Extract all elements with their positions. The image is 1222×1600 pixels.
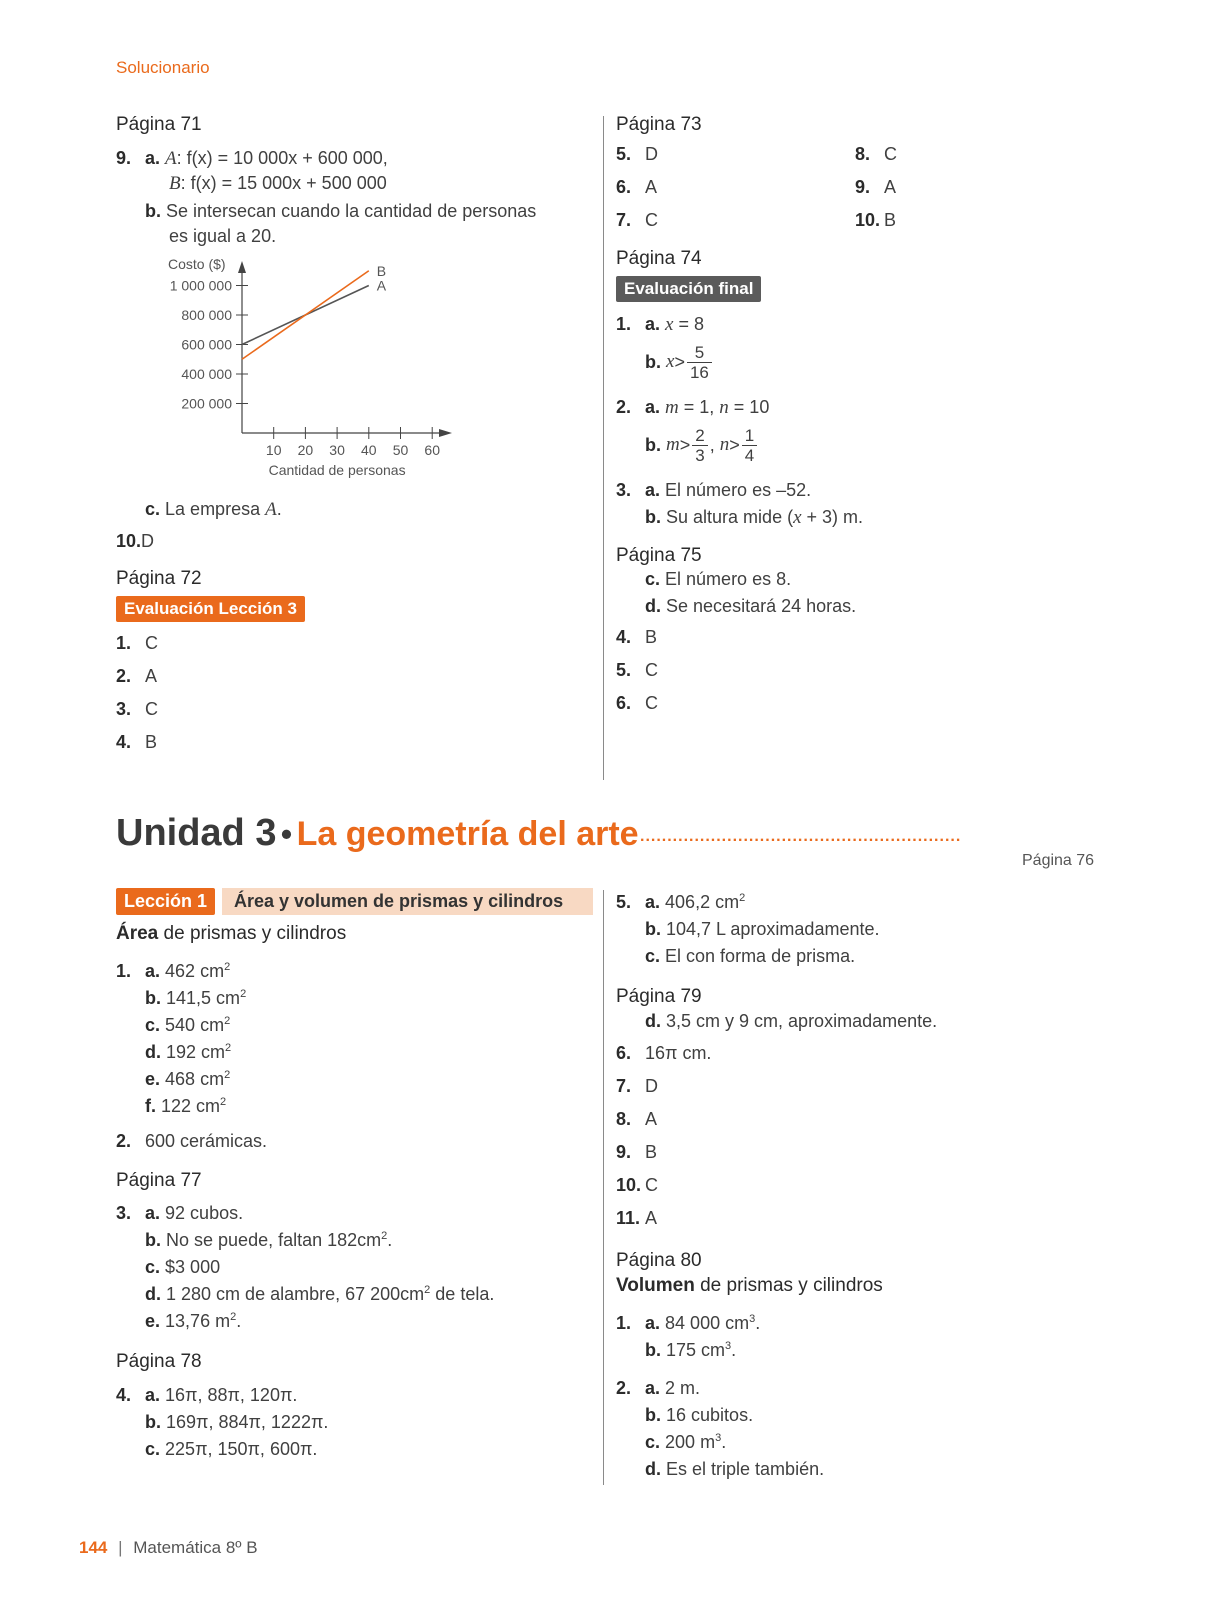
p73-item-number: 6. xyxy=(616,177,632,197)
volume-rest: de prismas y cilindros xyxy=(694,1275,883,1296)
p72-item xyxy=(116,731,157,753)
p79-item xyxy=(616,1108,657,1130)
p75-item-number: 6. xyxy=(616,693,632,713)
p77-q3-subitem-suffix: de tela. xyxy=(430,1284,495,1304)
y-tick-label: 600 000 xyxy=(181,336,232,353)
page-71-heading: Página 71 xyxy=(116,114,202,135)
p77-q3-subitem-exponent: 2 xyxy=(230,1311,237,1323)
p77-q3-subitem-text: No se puede, faltan 182cm xyxy=(166,1230,382,1250)
p74-q2-a-n: n xyxy=(719,397,729,418)
p73-item xyxy=(616,209,658,231)
p79-item-answer: 16π cm. xyxy=(645,1043,712,1063)
volume-q1-number: 1. xyxy=(616,1313,632,1333)
q9-b-text-1: Se intersecan cuando la cantidad de personas xyxy=(166,201,537,221)
p73-item xyxy=(855,176,896,198)
p76-q5-subitem-text: 104,7 L aproximadamente. xyxy=(666,919,880,939)
p79-item-number: 8. xyxy=(616,1109,632,1129)
p79-item xyxy=(616,1141,657,1163)
volume-q1-subitem-exponent: 3 xyxy=(749,1313,756,1325)
p77-q3-subitem-text: 13,76 m xyxy=(165,1311,231,1331)
unit-name: La geometría del arte xyxy=(296,815,639,853)
p75-d-text: Se necesitará 24 horas. xyxy=(666,596,857,616)
q9-c-company: A xyxy=(265,499,277,520)
q9-b xyxy=(145,200,536,222)
lesson-1-title: Área y volumen de prismas y cilindros xyxy=(222,888,593,915)
q9-c-dot: . xyxy=(276,499,282,519)
p74-q1-b-fraction xyxy=(687,343,712,382)
q9-c-letter: c. xyxy=(145,499,161,519)
area-section-heading xyxy=(116,923,346,945)
page-73-heading: Página 73 xyxy=(616,114,702,135)
unit-number: Unidad 3 xyxy=(116,812,277,854)
volume-q1-subitem-text: 175 cm xyxy=(666,1340,726,1360)
p72-item xyxy=(116,698,158,720)
volume-q2-subitem-text: Es el triple también. xyxy=(666,1459,825,1479)
area-q1-subitem-letter: d. xyxy=(145,1042,161,1062)
area-rest: de prismas y cilindros xyxy=(158,923,347,944)
volume-bold: Volumen xyxy=(616,1275,695,1296)
x-tick-label: 10 xyxy=(265,442,282,458)
p74-q1-a-var: x xyxy=(665,314,674,335)
volume-q2-subitem xyxy=(645,1458,824,1480)
area-q1-subitem xyxy=(145,987,246,1009)
p72-item-answer: C xyxy=(145,633,158,653)
q9-a-function-a: : f(x) = 10 000x + 600 000, xyxy=(176,148,388,168)
p77-q3-subitem-letter: a. xyxy=(145,1203,161,1223)
p72-item-number: 2. xyxy=(116,666,132,686)
volume-q1-subitem xyxy=(616,1312,760,1334)
p72-item-answer: C xyxy=(145,699,158,719)
p77-q3-subitem xyxy=(145,1229,392,1251)
p74-q2-b-fraction-1 xyxy=(692,426,707,465)
p78-q4-subitem xyxy=(145,1438,317,1460)
page-74-heading: Página 74 xyxy=(616,248,702,269)
p74-q2-b xyxy=(645,423,759,467)
q9-a xyxy=(116,147,388,170)
p79-item-number: 10. xyxy=(616,1175,642,1195)
p75-d-letter: d. xyxy=(645,596,661,616)
footer-page-number: 144 xyxy=(79,1538,108,1557)
area-bold: Área xyxy=(116,923,159,944)
q9-c xyxy=(145,498,282,521)
p73-item xyxy=(616,143,658,165)
p78-q4-subitem xyxy=(116,1384,297,1406)
p78-q4-subitem xyxy=(145,1411,328,1433)
p74-q2-a-mid: = 1, xyxy=(678,397,720,417)
y-tick-label: 400 000 xyxy=(181,366,232,382)
q9-a-function-b: : f(x) = 15 000x + 500 000 xyxy=(180,173,387,193)
p72-item-answer: B xyxy=(145,732,158,752)
p74-q3-b-pre: Su altura mide ( xyxy=(666,507,794,527)
p74-q1-a xyxy=(616,313,704,336)
p78-q4-subitem-text: 169π, 884π, 1222π. xyxy=(166,1412,329,1432)
volume-q1-subitem-suffix: . xyxy=(731,1340,737,1360)
p75-item-answer: B xyxy=(645,627,658,647)
area-q1-subitem-exponent: 2 xyxy=(220,1096,227,1108)
volume-q2-subitem-suffix: . xyxy=(721,1432,727,1452)
p76-q5-subitem-letter: b. xyxy=(645,919,661,939)
p75-c xyxy=(645,568,791,590)
p73-item-answer: B xyxy=(884,210,897,230)
p72-item-number: 1. xyxy=(116,633,132,653)
area-q1-subitem-text: 122 cm xyxy=(161,1096,221,1116)
evaluation-lesson-3-badge: Evaluación Lección 3 xyxy=(116,596,305,622)
column-divider-top xyxy=(603,116,604,780)
p79-item xyxy=(616,1207,657,1229)
x-tick-label: 50 xyxy=(392,442,409,458)
p79-item-number: 7. xyxy=(616,1076,632,1096)
area-q1-subitem-exponent: 2 xyxy=(240,988,247,1000)
p74-q1-a-letter: a. xyxy=(645,314,661,334)
cost-line-chart xyxy=(160,255,460,490)
q9-a-letter: a. xyxy=(145,148,161,168)
area-q1-subitem-text: 468 cm xyxy=(165,1069,225,1089)
p74-q3-b-letter: b. xyxy=(645,507,661,527)
area-q1-subitem xyxy=(145,1095,226,1117)
x-tick-label: 60 xyxy=(424,442,440,458)
p73-item xyxy=(855,209,896,231)
p74-q3-b-post: + 3) m. xyxy=(801,507,864,527)
p78-q4-subitem-text: 16π, 88π, 120π. xyxy=(165,1385,298,1405)
volume-q2-subitem xyxy=(616,1377,700,1399)
p76-q5-number: 5. xyxy=(616,892,632,912)
fraction-numerator: 1 xyxy=(742,426,757,446)
y-tick-label: 1 000 000 xyxy=(169,277,232,294)
volume-q1-subitem-exponent: 3 xyxy=(725,1340,732,1352)
volume-q2-subitem-letter: b. xyxy=(645,1405,661,1425)
series-line-b xyxy=(242,271,369,360)
p79-item-number: 11. xyxy=(616,1208,641,1228)
p74-q1-b-op: > xyxy=(674,352,685,372)
p74-q3-b-var: x xyxy=(793,507,802,528)
p74-q2-a-letter: a. xyxy=(645,397,661,417)
p78-q4-number: 4. xyxy=(116,1385,132,1405)
p74-q2-a-end: = 10 xyxy=(728,397,770,417)
p79-item xyxy=(616,1174,658,1196)
p74-q3-a-letter: a. xyxy=(645,480,661,500)
p77-q3-subitem xyxy=(116,1202,243,1224)
q10-number: 10. xyxy=(116,531,142,551)
p79-item-number: 9. xyxy=(616,1142,632,1162)
p77-q3-subitem-text: $3 000 xyxy=(165,1257,221,1277)
p78-q4-subitem-letter: b. xyxy=(145,1412,161,1432)
p77-q3-subitem xyxy=(145,1256,220,1278)
x-axis-label: Cantidad de personas xyxy=(268,462,406,478)
p73-item-answer: D xyxy=(645,144,658,164)
p79-item-answer: B xyxy=(645,1142,658,1162)
p74-q2-b-op2: > xyxy=(729,435,740,455)
area-q1-number: 1. xyxy=(116,961,132,981)
volume-q2-subitem-letter: c. xyxy=(645,1432,661,1452)
volume-q2-subitem-text: 16 cubitos. xyxy=(666,1405,754,1425)
p77-q3-subitem-letter: c. xyxy=(145,1257,161,1277)
area-q1-subitem-exponent: 2 xyxy=(224,961,231,973)
p77-q3-number: 3. xyxy=(116,1203,132,1223)
area-q1-subitem-exponent: 2 xyxy=(224,1015,231,1027)
unit-title xyxy=(116,812,639,855)
p75-c-text: El número es 8. xyxy=(665,569,792,589)
p74-q3-a-text: El número es –52. xyxy=(665,480,812,500)
p77-q3-subitem-suffix: . xyxy=(236,1311,242,1331)
page-80-heading: Página 80 xyxy=(616,1250,702,1271)
p74-q3-b xyxy=(645,506,863,529)
p73-item-number: 7. xyxy=(616,210,632,230)
p75-item-answer: C xyxy=(645,660,658,680)
q9-a-line2 xyxy=(169,172,387,195)
area-q1-subitem-exponent: 2 xyxy=(225,1042,232,1054)
p72-item xyxy=(116,632,158,654)
p75-item xyxy=(616,692,658,714)
series-label-b: B xyxy=(376,262,387,279)
p74-q2-b-letter: b. xyxy=(645,435,661,455)
volume-q2-subitem-letter: a. xyxy=(645,1378,661,1398)
area-q1-subitem xyxy=(145,1041,231,1063)
p73-item xyxy=(616,176,657,198)
p77-q3-subitem-text: 1 280 cm de alambre, 67 200cm xyxy=(166,1284,425,1304)
volume-q1-subitem xyxy=(645,1339,736,1361)
p75-d xyxy=(645,595,856,617)
p79-d xyxy=(645,1010,937,1032)
unit-dot-leader: ........................................................... xyxy=(640,828,962,845)
unit-page-ref: Página 76 xyxy=(1022,852,1095,869)
p79-item-answer: C xyxy=(645,1175,658,1195)
area-q1-subitem-exponent: 2 xyxy=(224,1069,231,1081)
p73-item-answer: C xyxy=(884,144,897,164)
p74-q1-b xyxy=(645,340,714,384)
volume-q2-subitem xyxy=(645,1404,753,1426)
volume-q1-subitem-text: 84 000 cm xyxy=(665,1313,750,1333)
p74-q2-b-sep: , xyxy=(709,435,715,455)
p79-item-answer: D xyxy=(645,1076,658,1096)
page-75-heading: Página 75 xyxy=(616,545,702,566)
p73-item xyxy=(855,143,897,165)
p73-item-answer: A xyxy=(884,177,897,197)
p74-q2-b-n: n xyxy=(719,434,730,455)
area-q1-subitem-text: 141,5 cm xyxy=(166,988,241,1008)
p73-item-number: 5. xyxy=(616,144,632,164)
y-axis-label: Costo ($) xyxy=(168,256,226,272)
q9-a-company-b: B xyxy=(169,173,181,194)
final-evaluation-badge: Evaluación final xyxy=(616,276,761,302)
p74-q3-a xyxy=(616,479,811,501)
p75-item xyxy=(616,659,658,681)
fraction-denominator: 3 xyxy=(695,445,705,465)
p74-q1-number: 1. xyxy=(616,314,632,334)
p77-q3-subitem-exponent: 2 xyxy=(381,1230,388,1242)
fraction-denominator: 16 xyxy=(689,362,709,382)
p77-q3-subitem xyxy=(145,1310,241,1332)
fraction-denominator: 4 xyxy=(744,445,755,465)
p77-q3-subitem-letter: d. xyxy=(145,1284,161,1304)
y-tick-label: 200 000 xyxy=(181,395,232,412)
p77-q3-subitem xyxy=(145,1283,494,1305)
lesson-1-badge: Lección 1 xyxy=(116,888,215,915)
fraction-numerator: 2 xyxy=(692,426,707,446)
footer-separator: | xyxy=(118,1538,123,1557)
p79-item-answer: A xyxy=(645,1208,658,1228)
volume-q2-subitem-letter: d. xyxy=(645,1459,661,1479)
p79-item xyxy=(616,1075,658,1097)
p74-q1-b-var: x xyxy=(666,351,675,372)
volume-section-heading xyxy=(616,1275,883,1297)
page-77-heading: Página 77 xyxy=(116,1170,202,1191)
p77-q3-subitem-letter: e. xyxy=(145,1311,161,1331)
p76-q5-subitem-exponent: 2 xyxy=(739,892,746,904)
p78-q4-subitem-letter: c. xyxy=(145,1439,161,1459)
area-q2-text: 600 cerámicas. xyxy=(145,1131,268,1151)
p74-q2-number: 2. xyxy=(616,397,632,417)
p74-q2-b-m: m xyxy=(666,434,680,455)
q10-answer: D xyxy=(141,531,155,551)
p77-q3-subitem-letter: b. xyxy=(145,1230,161,1250)
volume-q1-subitem-letter: b. xyxy=(645,1340,661,1360)
p78-q4-subitem-text: 225π, 150π, 600π. xyxy=(165,1439,318,1459)
area-q2-number: 2. xyxy=(116,1131,132,1151)
q9-c-text: La empresa xyxy=(165,499,261,519)
fraction-numerator: 5 xyxy=(687,343,712,363)
volume-q1-subitem-letter: a. xyxy=(645,1313,661,1333)
column-divider-bottom xyxy=(603,890,604,1485)
p77-q3-subitem-text: 92 cubos. xyxy=(165,1203,244,1223)
area-q1-subitem xyxy=(116,960,230,982)
p79-d-letter: d. xyxy=(645,1011,661,1031)
p74-q2-b-op1: > xyxy=(679,435,691,455)
p74-q2-a-m: m xyxy=(665,397,679,418)
area-q1-subitem-text: 462 cm xyxy=(165,961,225,981)
p74-q3-number: 3. xyxy=(616,480,632,500)
p75-item-answer: C xyxy=(645,693,658,713)
volume-q1-subitem-suffix: . xyxy=(755,1313,761,1333)
q10 xyxy=(116,530,154,552)
p76-q5-subitem xyxy=(645,918,879,940)
q9-number: 9. xyxy=(116,148,132,168)
y-axis-arrow xyxy=(238,261,246,273)
p78-q4-subitem-letter: a. xyxy=(145,1385,161,1405)
area-q2 xyxy=(116,1130,267,1152)
series-label-a: A xyxy=(376,277,387,294)
p74-q2-b-fraction-2 xyxy=(742,426,757,465)
p75-item-number: 5. xyxy=(616,660,632,680)
p74-q1-b-letter: b. xyxy=(645,352,661,372)
p76-q5-subitem xyxy=(616,891,745,913)
p76-q5-subitem-text: El con forma de prisma. xyxy=(665,946,856,966)
x-tick-label: 20 xyxy=(297,442,314,458)
page-72-heading: Página 72 xyxy=(116,568,202,589)
p72-item xyxy=(116,665,157,687)
p73-item-answer: C xyxy=(645,210,658,230)
p76-q5-subitem-letter: a. xyxy=(645,892,661,912)
volume-q2-subitem-exponent: 3 xyxy=(715,1432,722,1444)
p79-item-answer: A xyxy=(645,1109,658,1129)
p79-d-text: 3,5 cm y 9 cm, aproximadamente. xyxy=(666,1011,938,1031)
y-tick-label: 800 000 xyxy=(181,307,232,323)
volume-q2-subitem-text: 2 m. xyxy=(665,1378,701,1398)
p73-item-number: 8. xyxy=(855,144,871,164)
p74-q2-a xyxy=(616,396,769,419)
p72-item-number: 3. xyxy=(116,699,132,719)
q9-b-text-2: es igual a 20. xyxy=(169,226,277,246)
unit-bullet: • xyxy=(280,816,293,852)
area-q1-subitem-text: 540 cm xyxy=(165,1015,225,1035)
header-label: Solucionario xyxy=(116,58,210,77)
p79-item-number: 6. xyxy=(616,1043,632,1063)
page-78-heading: Página 78 xyxy=(116,1351,202,1372)
p73-item-answer: A xyxy=(645,177,658,197)
footer-book-title: Matemática 8º B xyxy=(133,1538,258,1557)
volume-q2-subitem xyxy=(645,1431,726,1453)
p76-q5-subitem-letter: c. xyxy=(645,946,661,966)
area-q1-subitem-letter: c. xyxy=(145,1015,161,1035)
x-tick-label: 40 xyxy=(361,442,377,458)
volume-q2-number: 2. xyxy=(616,1378,632,1398)
area-q1-subitem xyxy=(145,1014,230,1036)
p79-item xyxy=(616,1042,711,1064)
area-q1-subitem xyxy=(145,1068,230,1090)
p75-c-letter: c. xyxy=(645,569,661,589)
area-q1-subitem-letter: e. xyxy=(145,1069,161,1089)
volume-q2-subitem-text: 200 m xyxy=(665,1432,716,1452)
p74-q1-a-text: = 8 xyxy=(673,314,704,334)
p76-q5-subitem xyxy=(645,945,855,967)
p73-item-number: 10. xyxy=(855,210,881,230)
p77-q3-subitem-suffix: . xyxy=(387,1230,393,1250)
area-q1-subitem-letter: b. xyxy=(145,988,161,1008)
area-q1-subitem-text: 192 cm xyxy=(166,1042,226,1062)
area-q1-subitem-letter: f. xyxy=(145,1096,156,1116)
x-tick-label: 30 xyxy=(329,442,345,458)
q9-a-company-a: A xyxy=(165,148,177,169)
p72-item-number: 4. xyxy=(116,732,132,752)
x-axis-arrow xyxy=(439,429,452,437)
p75-item-number: 4. xyxy=(616,627,632,647)
page-79-heading: Página 79 xyxy=(616,986,702,1007)
p73-item-number: 9. xyxy=(855,177,871,197)
p75-item xyxy=(616,626,657,648)
p77-q3-subitem-exponent: 2 xyxy=(424,1284,431,1296)
p72-item-answer: A xyxy=(145,666,158,686)
area-q1-subitem-letter: a. xyxy=(145,961,161,981)
q9-b-letter: b. xyxy=(145,201,161,221)
footer xyxy=(79,1538,258,1558)
p76-q5-subitem-text: 406,2 cm xyxy=(665,892,740,912)
